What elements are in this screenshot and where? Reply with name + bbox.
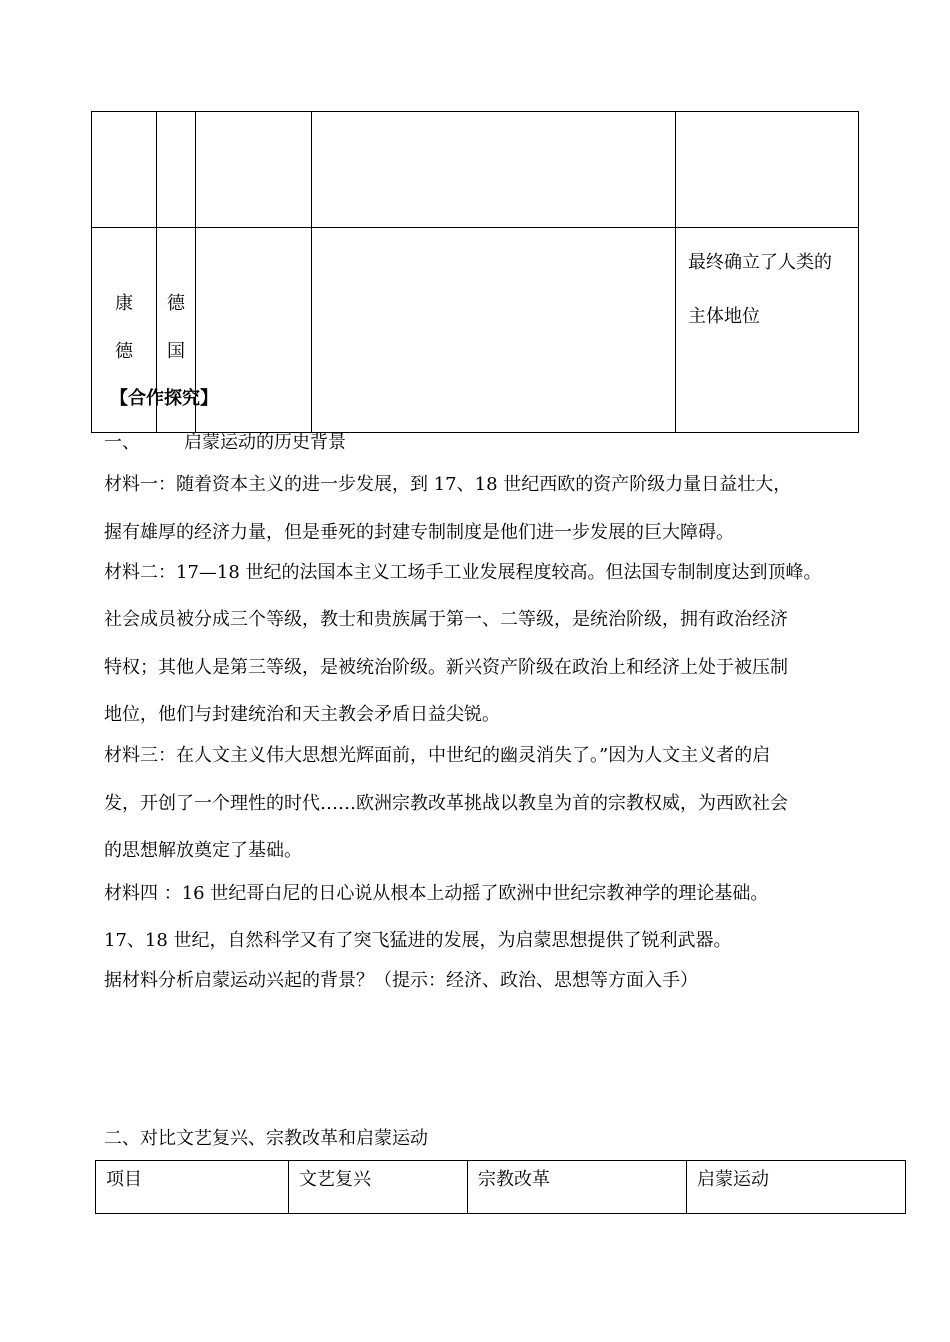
paragraph-line: 特权；其他人是第三等级，是被统治阶级。新兴资产阶级在政治上和经济上处于被压制: [104, 657, 788, 678]
table-cell: [196, 112, 312, 228]
paragraph-line: 地位，他们与封建统治和天主教会矛盾日益尖锐。: [104, 704, 500, 725]
column-header-renaissance: 文艺复兴: [289, 1161, 468, 1214]
thinker-country-char: 国: [167, 341, 185, 362]
question-line: 据材料分析启蒙运动兴起的背景？（提示：经济、政治、思想等方面入手）: [104, 970, 698, 991]
part1-title: 启蒙运动的历史背景: [184, 432, 346, 453]
paragraph-line: 发，开创了一个理性的时代……欧洲宗教改革挑战以教皇为首的宗教权威，为西欧社会: [104, 793, 788, 814]
section-heading: 【合作探究】: [110, 388, 218, 409]
table-cell: [312, 112, 676, 228]
paragraph-line: 材料三：在人文主义伟大思想光辉面前，中世纪的幽灵消失了。”因为人文主义者的启: [104, 745, 771, 766]
table-cell: [676, 112, 859, 228]
paragraph-line: 材料四 ：16 世纪哥白尼的日心说从根本上动摇了欧洲中世纪宗教神学的理论基础。: [104, 883, 769, 904]
table-row: [92, 112, 859, 228]
contribution-line: 最终确立了人类的: [688, 252, 832, 273]
thinker-country-char: 德: [167, 293, 185, 314]
column-header-item: 项目: [96, 1161, 289, 1214]
comparison-table: [95, 1160, 906, 1214]
contribution-cell: [676, 228, 859, 433]
paragraph-line: 握有雄厚的经济力量，但是垂死的封建专制制度是他们进一步发展的巨大障碍。: [104, 522, 734, 543]
column-header-enlightenment: 启蒙运动: [687, 1161, 906, 1214]
thinker-name-char: 康: [115, 293, 133, 314]
part1-number: 一、: [104, 432, 140, 453]
thinker-name-char: 德: [115, 341, 133, 362]
paragraph-line: 材料一：随着资本主义的进一步发展，到 17、18 世纪西欧的资产阶级力量日益壮大，: [104, 474, 792, 495]
table-cell: [92, 112, 157, 228]
paragraph-line: 17、18 世纪，自然科学又有了突飞猛进的发展，为启蒙思想提供了锐利武器。: [104, 930, 732, 951]
column-header-reformation: 宗教改革: [468, 1161, 687, 1214]
contribution-line: 主体地位: [688, 306, 760, 327]
paragraph-line: 材料二：17—18 世纪的法国本主义工场手工业发展程度较高。但法国专制制度达到顶峰。: [104, 562, 822, 583]
table-cell: [312, 228, 676, 433]
paragraph-line: 的思想解放奠定了基础。: [104, 840, 302, 861]
part2-heading: 二、对比文艺复兴、宗教改革和启蒙运动: [104, 1128, 428, 1149]
table-cell: [157, 112, 196, 228]
part1-heading: [104, 428, 346, 454]
paragraph-line: 社会成员被分成三个等级，教士和贵族属于第一、二等级，是统治阶级，拥有政治经济: [104, 609, 788, 630]
table-header-row: [96, 1161, 906, 1214]
